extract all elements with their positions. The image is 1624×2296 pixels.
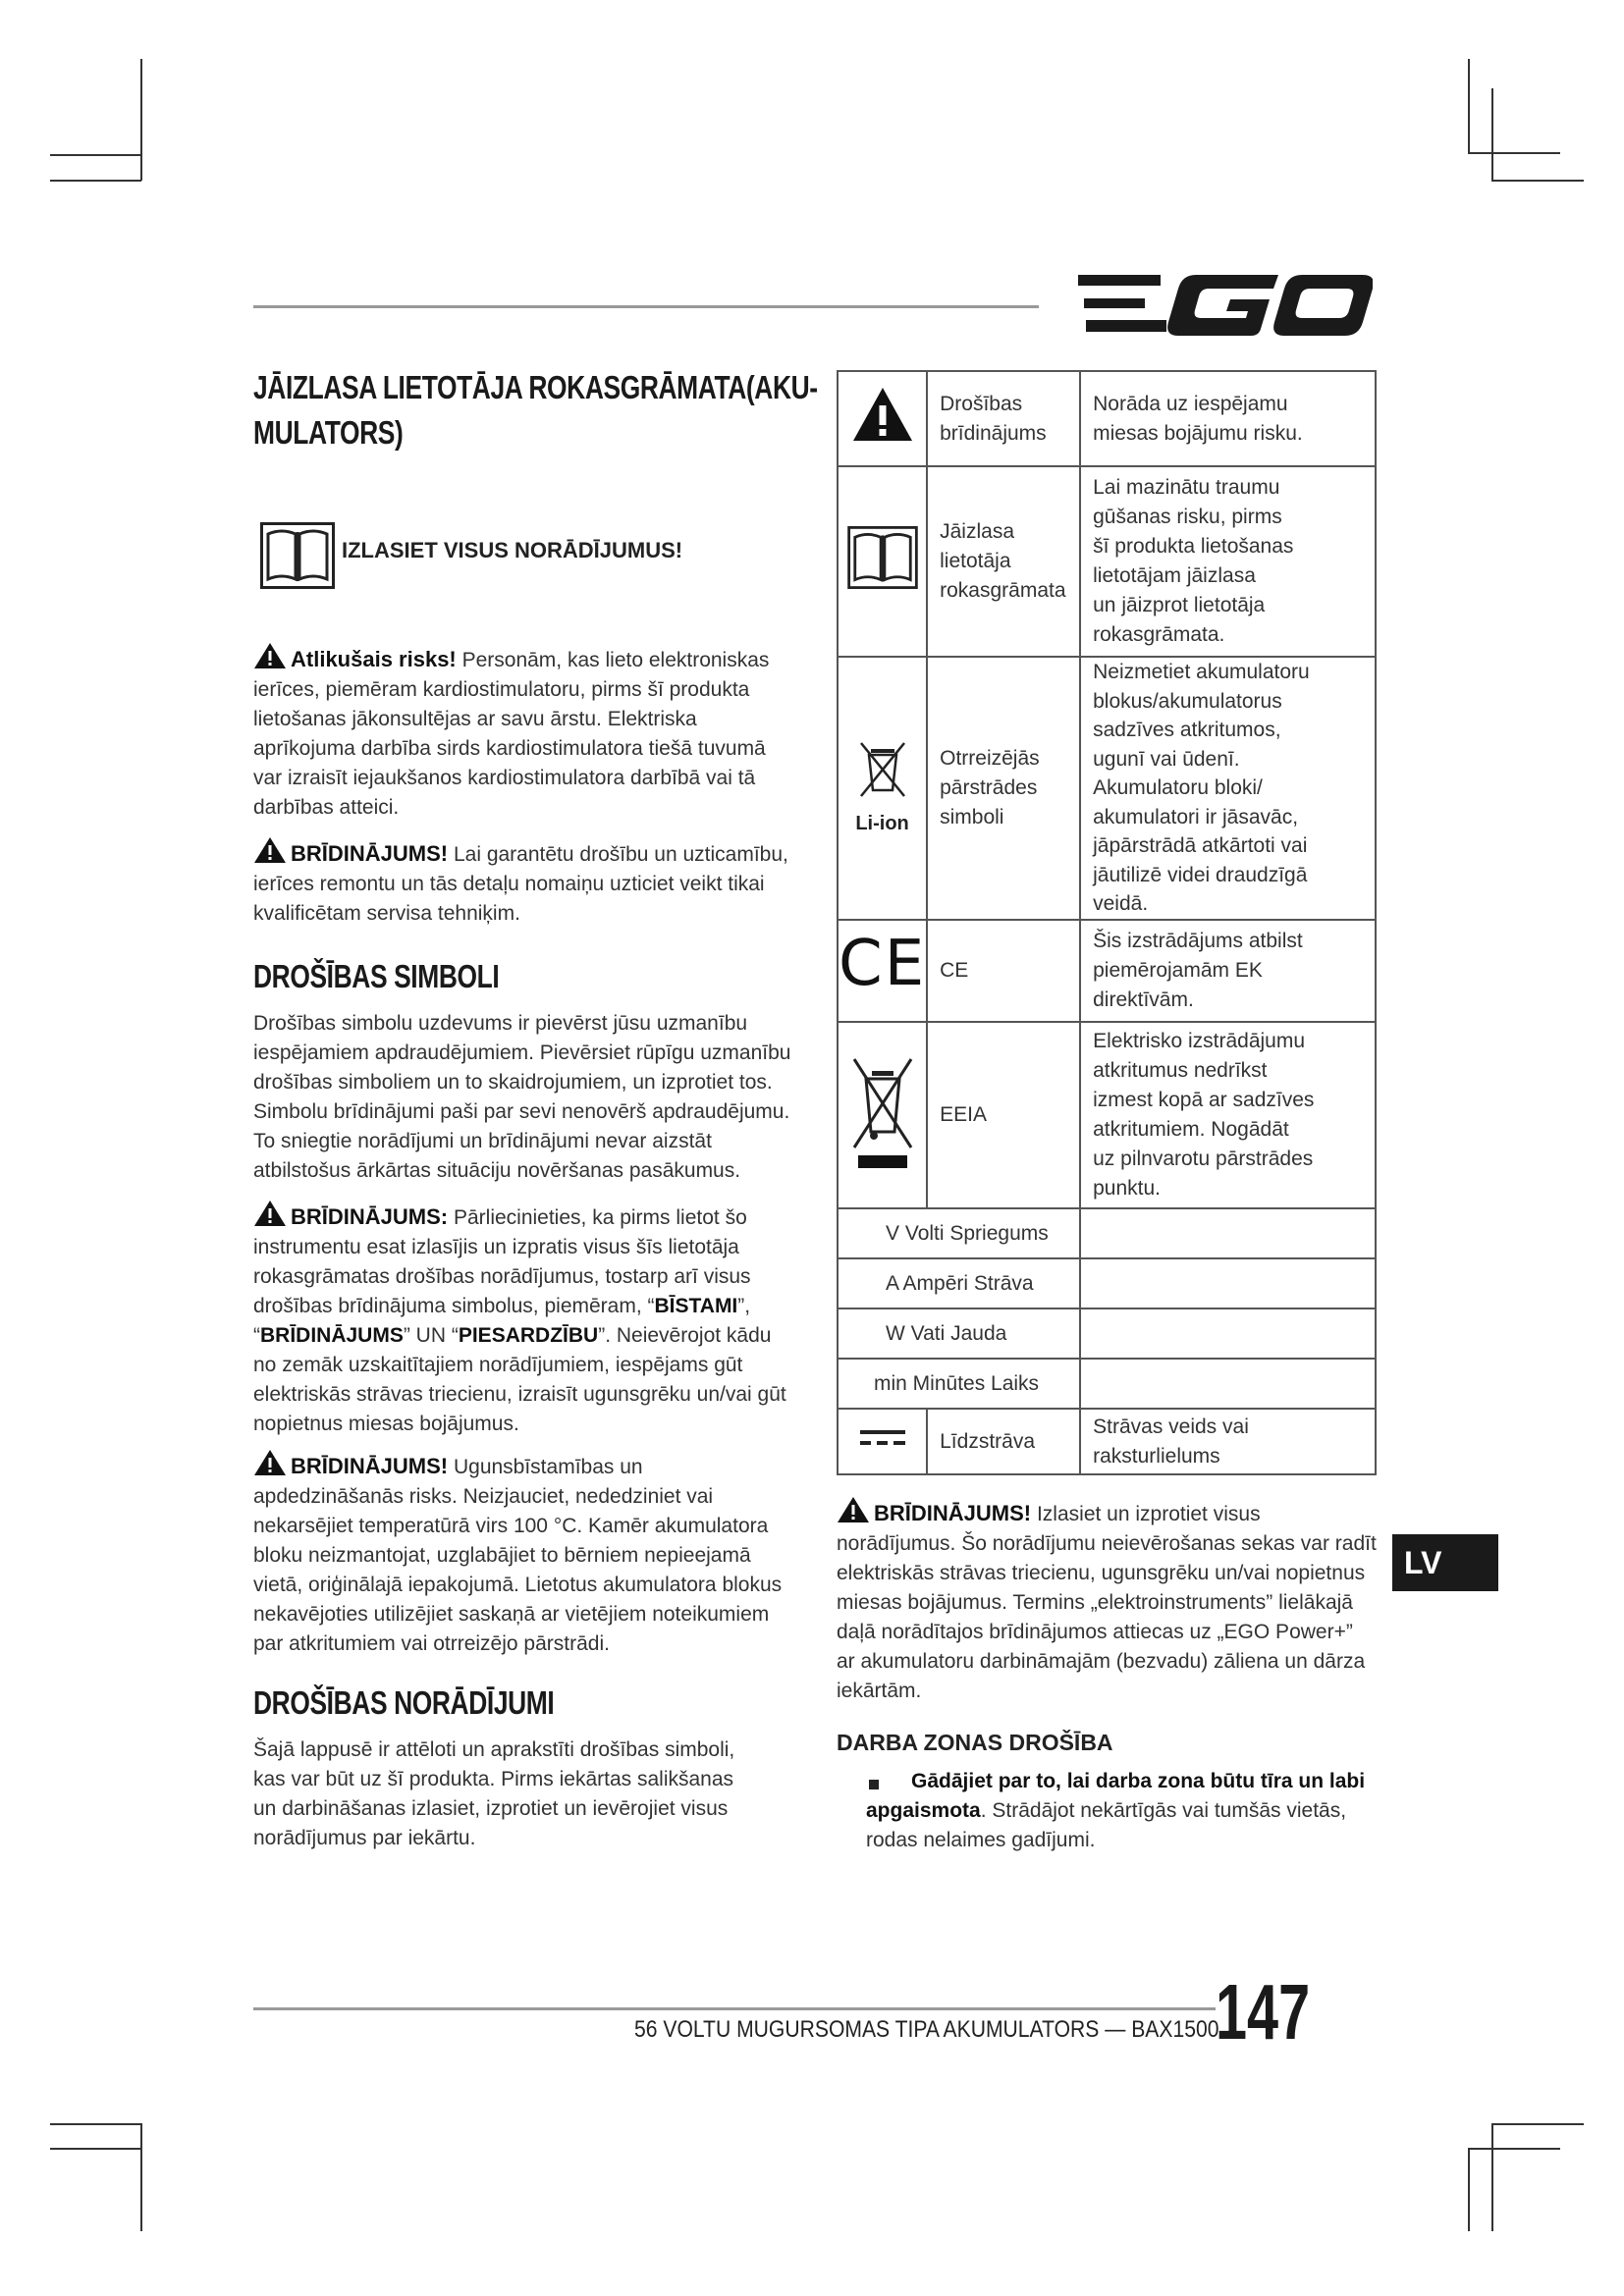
crop-mark <box>140 2123 142 2231</box>
symbols-table <box>837 370 1377 1475</box>
table-cell-name: Otrreizējās pārstrādes simboli <box>927 657 1080 920</box>
crop-mark <box>1468 2148 1470 2231</box>
table-cell-desc: Šis izstrādājums atbilst piemērojamām EK direktīvām. <box>1080 920 1376 1022</box>
safety-alert-icon <box>851 386 914 443</box>
table-cell-name: EEIA <box>927 1022 1080 1208</box>
read-all-instructions: IZLASIET VISUS NORĀDĪJUMUS! <box>342 538 683 562</box>
ce-mark-icon: CE <box>839 927 927 1000</box>
table-cell-name: Drošības brīdinājums <box>927 371 1080 466</box>
table-cell-unit: min Minūtes Laiks <box>838 1359 1080 1409</box>
safety-symbols-heading: DROŠĪBAS SIMBOLI <box>253 958 500 994</box>
table-row <box>838 1359 1376 1409</box>
table-row <box>838 466 1376 657</box>
table-cell-unit: V Volti Spriegums <box>838 1208 1080 1258</box>
direct-current-icon <box>860 1428 905 1448</box>
crop-mark <box>1491 2123 1584 2125</box>
table-cell-icon <box>838 371 927 466</box>
table-row <box>838 1409 1376 1474</box>
table-cell-name: CE <box>927 920 1080 1022</box>
safety-symbols-paragraph: Drošības simbolu uzdevums ir pievērst jūsu uzmanību iespējamiem apdraudējumiem. Pievērsiet rūpīgu uzmanību drošības simboliem un to skaidrojumiem, un izprotiet tos. Simbolu brīdinājumi paši par sevi nenovērš apdraudējumu. To sniegtie norādījumi un brīdinājumi nevar aizstāt atbilstošus ārkārtas situāciju novēršanas pasākumus. <box>253 1012 791 1182</box>
table-row <box>838 1208 1376 1258</box>
safety-instructions-paragraph: Šajā lappusē ir attēloti un aprakstīti drošības simboli, kas var būt uz šī produkta. Pirms iekārtas salikšanas un darbināšanas izlasiet, izprotiet un ievērojiet visus norādījumus par iekārtu. <box>253 1738 735 1849</box>
table-cell-unit: A Ampēri Strāva <box>838 1258 1080 1308</box>
language-tab: LV <box>1392 1534 1498 1591</box>
ego-logo <box>1078 275 1373 336</box>
header-rule <box>253 305 1039 308</box>
li-ion-label: Li-ion <box>855 812 909 834</box>
table-cell-name: Jāizlasa lietotāja rokasgrāmata <box>927 466 1080 657</box>
crop-mark <box>50 154 141 156</box>
warning-fire-paragraph: BRĪDINĀJUMS! Ugunsbīstamības un apdedzināšanās risks. Neizjauciet, nededziniet vai nekarsējiet temperatūrā virs 100 °C. Kamēr akumulatora bloku neizmantojat, uzglabājiet to bērniem nepieejamā vietā, oriģinālajā iepakojumā. Lietotus akumulatora blokus nekavējoties utilizējiet saskaņā ar vietējiem noteikumiem par atkritumiem vai otrreizējo pārstrādi. <box>253 1449 803 1659</box>
warning-triangle-icon <box>253 836 287 864</box>
work-area-bullet: Gādājiet par to, lai darba zona būtu tīra un labi apgaismota. Strādājot nekārtīgās vai tumšās vietās, rodas nelaimes gadījumi. <box>866 1770 1366 1851</box>
crop-mark <box>1491 180 1584 182</box>
table-row <box>838 1022 1376 1208</box>
residual-risk-paragraph: Atlikušais risks! Personām, kas lieto elektroniskas ierīces, piemēram kardiostimulatoru, pirms šī produkta lietošanas jākonsultējas ar savu ārstu. Elektriska aprīkojuma darbība sirds kardiostimulatora tiešā tuvumā var izraisīt iejaukšanos kardiostimulatora darbībā vai tā darbības atteici. <box>253 642 803 823</box>
table-row <box>838 920 1376 1022</box>
crop-mark <box>1468 59 1470 152</box>
crop-mark <box>50 2123 141 2125</box>
table-cell-icon <box>838 920 927 1022</box>
warning-triangle-icon <box>253 1449 287 1476</box>
crop-mark <box>50 2148 141 2150</box>
warning-triangle-icon <box>253 642 287 669</box>
table-cell-unit: W Vati Jauda <box>838 1308 1080 1359</box>
table-cell-desc <box>1080 1308 1376 1359</box>
crop-mark <box>1468 2148 1560 2150</box>
table-cell-icon <box>838 1022 927 1208</box>
page-title: JĀIZLASA LIETOTĀJA ROKASGRĀMATA(AKU- MULATORS) <box>253 369 818 451</box>
crop-mark <box>50 180 141 182</box>
warning-triangle-icon <box>253 1200 287 1227</box>
table-cell-icon <box>838 466 927 657</box>
table-row <box>838 371 1376 466</box>
crop-mark <box>1491 2123 1493 2231</box>
table-cell-icon <box>838 1409 927 1474</box>
warning-repair-paragraph: BRĪDINĀJUMS! Lai garantētu drošību un uzticamību, ierīces remontu un tās detaļu nomaiņu uzticiet veikt tikai kvalificētam servisa tehniķim. <box>253 836 803 929</box>
table-cell-desc <box>1080 1258 1376 1308</box>
work-area-safety-heading: DARBA ZONAS DROŠĪBA <box>837 1730 1113 1755</box>
table-row <box>838 657 1376 920</box>
table-row <box>838 1258 1376 1308</box>
crop-mark <box>1468 152 1560 154</box>
warning-power-tool-paragraph: BRĪDINĀJUMS! Izlasiet un izprotiet visus norādījumus. Šo norādījumu neievērošanas sekas var radīt elektriskās strāvas triecienu, ugunsgrēku un/vai nopietnus miesas bojājumus. Termins „elektroinstruments” lielākajā daļā norādītajos brīdinājumos attiecas uz „EGO Power+” ar akumulatoru darbināmajām (bezvadu) zāliena un dārza iekārtām. <box>837 1496 1386 1706</box>
table-cell-desc <box>1080 1208 1376 1258</box>
weee-bin-icon <box>852 1053 913 1169</box>
page-number: 147 <box>1216 1968 1311 2056</box>
footer-rule <box>253 2007 1216 2010</box>
safety-instructions-heading: DROŠĪBAS NORĀDĪJUMI <box>253 1684 555 1721</box>
table-cell-desc: Elektrisko izstrādājumu atkritumus nedrīkst izmest kopā ar sadzīves atkritumiem. Nogādāt uz pilnvarotu pārstrādes punktu. <box>1080 1022 1376 1208</box>
table-cell-desc: Norāda uz iespējamu miesas bojājumu risku. <box>1080 371 1376 466</box>
crossed-bin-icon <box>857 739 908 800</box>
crop-mark <box>1491 88 1493 182</box>
table-cell-desc: Strāvas veids vai raksturlielums <box>1080 1409 1376 1474</box>
manual-icon <box>260 522 335 594</box>
table-cell-name: Līdzstrāva <box>927 1409 1080 1474</box>
warning-triangle-icon <box>837 1496 870 1523</box>
manual-icon <box>847 526 918 589</box>
crop-mark <box>140 59 142 181</box>
warning-read-manual-paragraph: BRĪDINĀJUMS: Pārliecinieties, ka pirms lietot šo instrumentu esat izlasījis un izpratis visus šīs lietotāja rokasgrāmatas drošības norādījumus, tostarp arī visus drošības brīdinājuma simbolus, piemēram, “BĪSTAMI”, “BRĪDINĀJUMS” UN “PIESARDZĪBU”. Neievērojot kādu no zemāk uzskaitītajiem norādījumiem, iespējams gūt elektriskās strāvas triecienu, izraisīt ugunsgrēku un/vai gūt nopietnus miesas bojājumus. <box>253 1200 803 1439</box>
table-cell-desc: Neizmetiet akumulatoru blokus/akumulatorus sadzīves atkritumos, ugunī vai ūdenī. Akumulatoru bloki/ akumulatori ir jāsavāc, jāpārstrādā atkārtoti vai jāutilizē videi draudzīgā veidā. <box>1080 657 1376 920</box>
table-cell-desc: Lai mazinātu traumu gūšanas risku, pirms šī produkta lietošanas lietotājam jāizlasa un jāizprot lietotāja rokasgrāmata. <box>1080 466 1376 657</box>
table-row <box>838 1308 1376 1359</box>
table-cell-icon <box>838 657 927 920</box>
footer-title: 56 VOLTU MUGURSOMAS TIPA AKUMULATORS — BAX1500 <box>634 2016 1219 2043</box>
table-cell-desc <box>1080 1359 1376 1409</box>
